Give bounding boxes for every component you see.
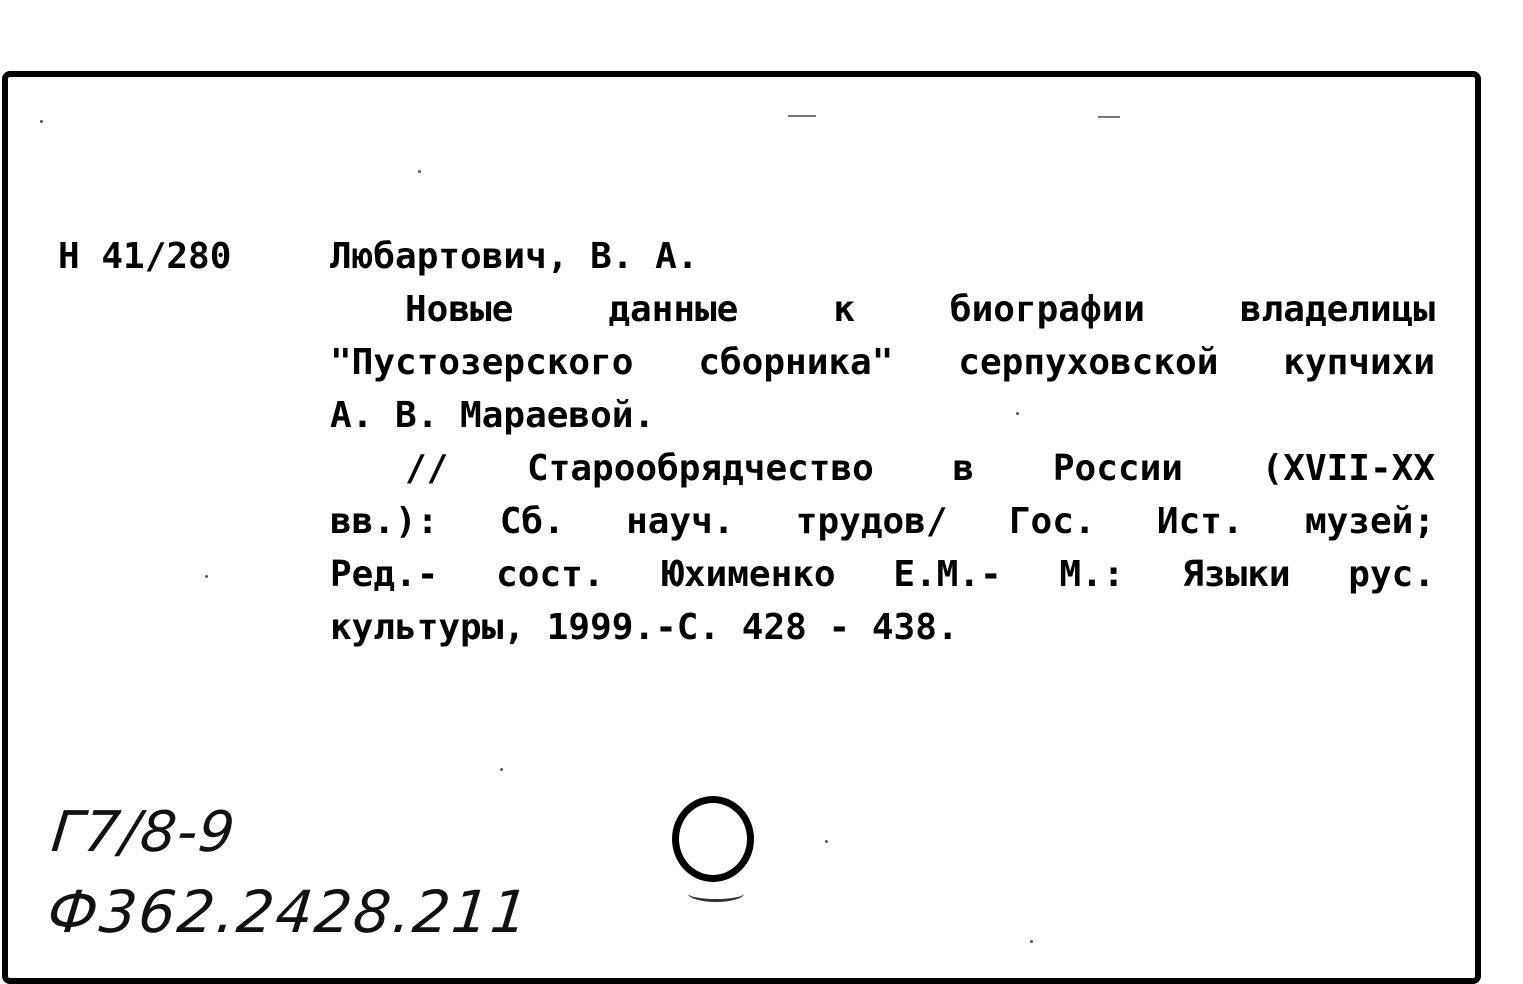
source-line: Ред.- сост. Юхименко Е.М.- М.: Языки рус. bbox=[330, 554, 1435, 595]
author-line: Любартович, В. А. bbox=[330, 236, 699, 277]
scan-speck bbox=[500, 768, 503, 771]
source-line: культуры, 1999.-С. 428 - 438. bbox=[330, 607, 959, 648]
scan-speck bbox=[418, 170, 421, 173]
scan-speck bbox=[825, 840, 828, 843]
scan-speck bbox=[40, 120, 43, 123]
bibliographic-entry bbox=[330, 230, 1435, 654]
handwritten-code: Г7/8-9 bbox=[48, 800, 239, 865]
source-line: вв.): Сб. науч. трудов/ Гос. Ист. музей; bbox=[330, 501, 1435, 542]
title-line: Новые данные к биографии владелицы bbox=[405, 289, 1435, 330]
shelfmark: Н 41/280 bbox=[58, 236, 232, 277]
title-line: "Пустозерского сборника" серпуховской купчихи bbox=[330, 342, 1435, 383]
handwritten-classification: Ф362.2428.211 bbox=[44, 878, 534, 946]
source-line: // Старообрядчество в России (XVII-XX bbox=[405, 448, 1435, 489]
scan-speck bbox=[1098, 116, 1120, 118]
scan-speck bbox=[205, 575, 208, 578]
punch-hole-icon bbox=[672, 796, 754, 882]
punch-hole-shadow bbox=[688, 885, 744, 902]
title-line: А. В. Мараевой. bbox=[330, 395, 656, 436]
scan-speck bbox=[788, 115, 816, 117]
scan-speck bbox=[1030, 940, 1033, 943]
